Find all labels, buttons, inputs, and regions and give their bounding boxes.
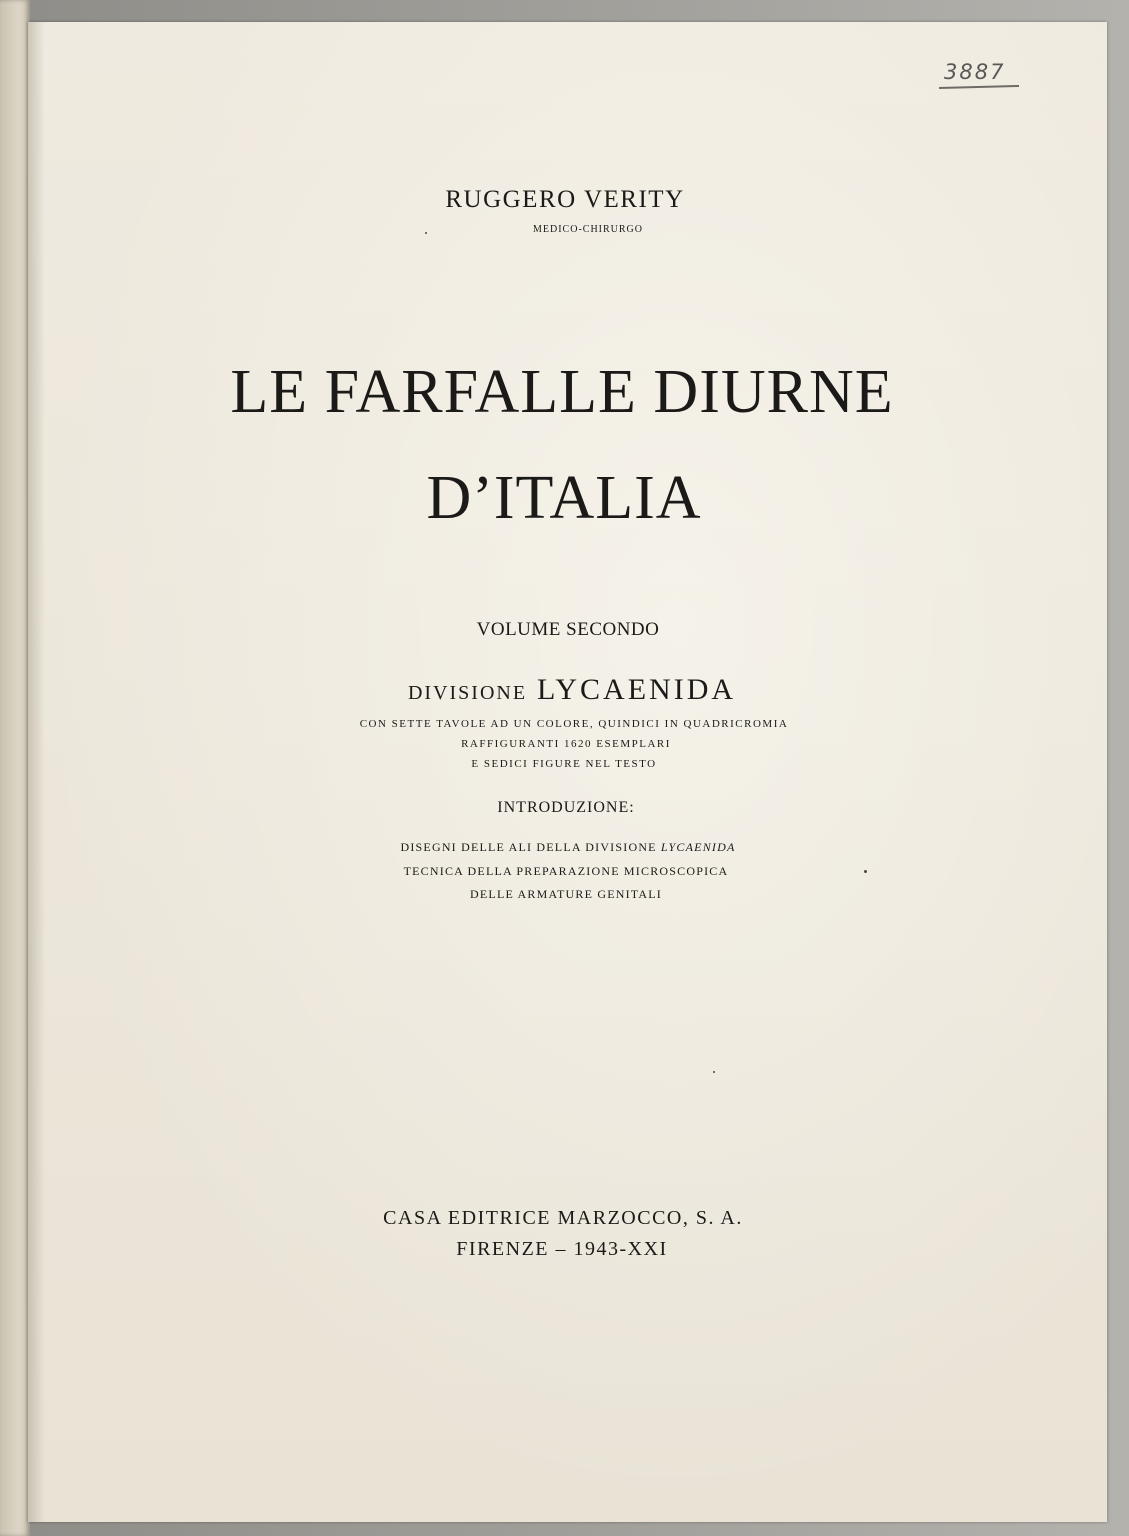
- plates-line-3: E SEDICI FIGURE NEL TESTO: [471, 758, 657, 770]
- plates-line-1: CON SETTE TAVOLE AD UN COLORE, QUINDICI IN QUADRICROMIA: [359, 718, 789, 730]
- author-profession: MEDICO-CHIRURGO: [533, 224, 643, 235]
- introduction-line-1: [29, 840, 1107, 855]
- book-title-line-1: LE FARFALLE DIURNE: [230, 358, 894, 426]
- paper-speck: [425, 232, 427, 234]
- introduction-line-1-text: DISEGNI DELLE ALI DELLA DIVISIONE: [400, 840, 661, 854]
- introduction-line-2: TECNICA DELLA PREPARAZIONE MICROSCOPICA: [403, 864, 729, 878]
- introduction-line-3: DELLE ARMATURE GENITALI: [470, 887, 662, 901]
- title-page: [28, 22, 1107, 1522]
- handwritten-catalog-number: 3887: [944, 60, 1006, 84]
- division-name: LYCAENIDA: [537, 673, 737, 706]
- division-heading: [33, 673, 1111, 707]
- gutter-shadow: [29, 22, 45, 1522]
- paper-speck: [864, 870, 867, 873]
- author-name: RUGGERO VERITY: [445, 186, 685, 213]
- publication-place-date: FIRENZE – 1943-XXI: [456, 1238, 668, 1260]
- plates-line-2: RAFFIGURANTI 1620 ESEMPLARI: [461, 738, 671, 750]
- publisher-name: CASA EDITRICE MARZOCCO, S. A.: [383, 1207, 743, 1229]
- introduction-heading: INTRODUZIONE:: [497, 799, 635, 816]
- paper-speck: [713, 1071, 715, 1073]
- catalog-number-underline: [939, 85, 1019, 89]
- division-word: DIVISIONE: [407, 682, 528, 704]
- book-title-line-2: D’ITALIA: [426, 464, 702, 532]
- introduction-line-1-italic: LYCAENIDA: [660, 840, 736, 854]
- volume-label: VOLUME SECONDO: [476, 619, 660, 640]
